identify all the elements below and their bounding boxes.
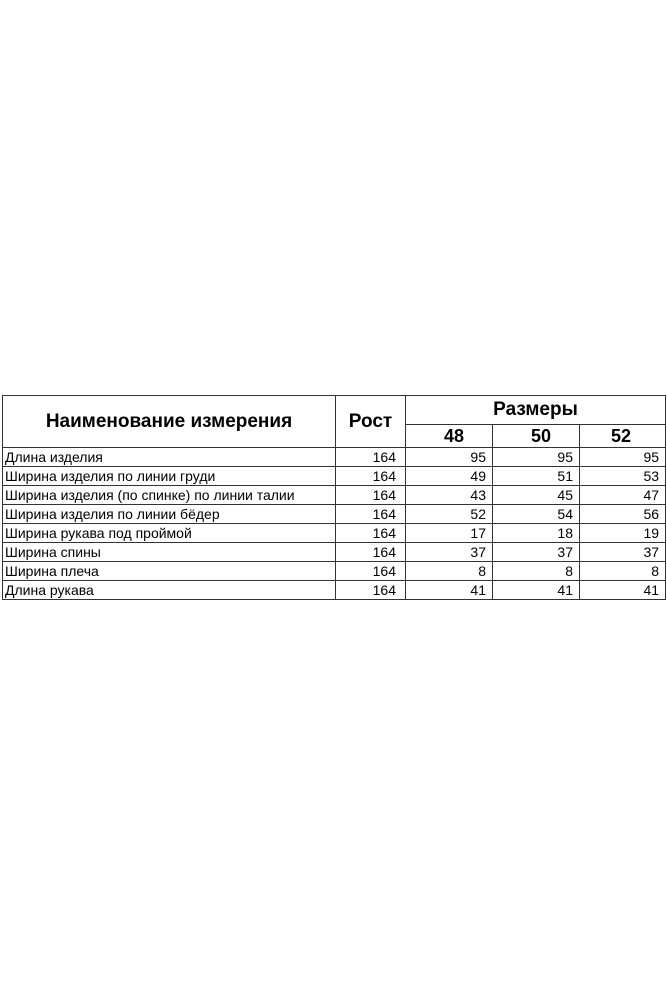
table-row (3, 486, 666, 505)
row-height: 164 (336, 524, 406, 543)
table-row (3, 448, 666, 467)
row-measurement-name: Ширина плеча (3, 562, 336, 581)
row-height: 164 (336, 562, 406, 581)
table-row (3, 543, 666, 562)
row-value-48: 17 (406, 524, 493, 543)
row-value-52: 56 (580, 505, 666, 524)
row-value-48: 95 (406, 448, 493, 467)
row-height: 164 (336, 448, 406, 467)
row-value-48: 41 (406, 581, 493, 600)
row-value-48: 43 (406, 486, 493, 505)
row-height: 164 (336, 467, 406, 486)
row-height: 164 (336, 486, 406, 505)
header-size-52: 52 (580, 425, 666, 448)
row-height: 164 (336, 543, 406, 562)
row-value-50: 54 (493, 505, 580, 524)
header-height: Рост (336, 396, 406, 448)
row-value-48: 8 (406, 562, 493, 581)
row-value-48: 37 (406, 543, 493, 562)
row-measurement-name: Ширина изделия по линии груди (3, 467, 336, 486)
table-row (3, 467, 666, 486)
row-value-50: 95 (493, 448, 580, 467)
row-value-48: 52 (406, 505, 493, 524)
table-row (3, 562, 666, 581)
table-row (3, 524, 666, 543)
row-measurement-name: Ширина изделия по линии бёдер (3, 505, 336, 524)
row-measurement-name: Длина рукава (3, 581, 336, 600)
header-size-50: 50 (493, 425, 580, 448)
row-value-50: 18 (493, 524, 580, 543)
header-row-1 (3, 396, 666, 425)
row-measurement-name: Ширина рукава под проймой (3, 524, 336, 543)
row-value-50: 41 (493, 581, 580, 600)
row-height: 164 (336, 505, 406, 524)
row-value-52: 95 (580, 448, 666, 467)
header-measurement-name: Наименование измерения (3, 396, 336, 448)
row-value-50: 37 (493, 543, 580, 562)
row-value-48: 49 (406, 467, 493, 486)
table-row (3, 505, 666, 524)
table-row (3, 581, 666, 600)
row-value-50: 8 (493, 562, 580, 581)
header-size-48: 48 (406, 425, 493, 448)
row-measurement-name: Длина изделия (3, 448, 336, 467)
row-value-52: 53 (580, 467, 666, 486)
row-value-52: 37 (580, 543, 666, 562)
row-value-50: 45 (493, 486, 580, 505)
row-value-52: 41 (580, 581, 666, 600)
size-chart-table (2, 395, 666, 600)
row-value-50: 51 (493, 467, 580, 486)
row-measurement-name: Ширина спины (3, 543, 336, 562)
row-value-52: 8 (580, 562, 666, 581)
row-height: 164 (336, 581, 406, 600)
row-value-52: 19 (580, 524, 666, 543)
header-sizes-title: Размеры (406, 396, 666, 425)
row-value-52: 47 (580, 486, 666, 505)
row-measurement-name: Ширина изделия (по спинке) по линии талии (3, 486, 336, 505)
